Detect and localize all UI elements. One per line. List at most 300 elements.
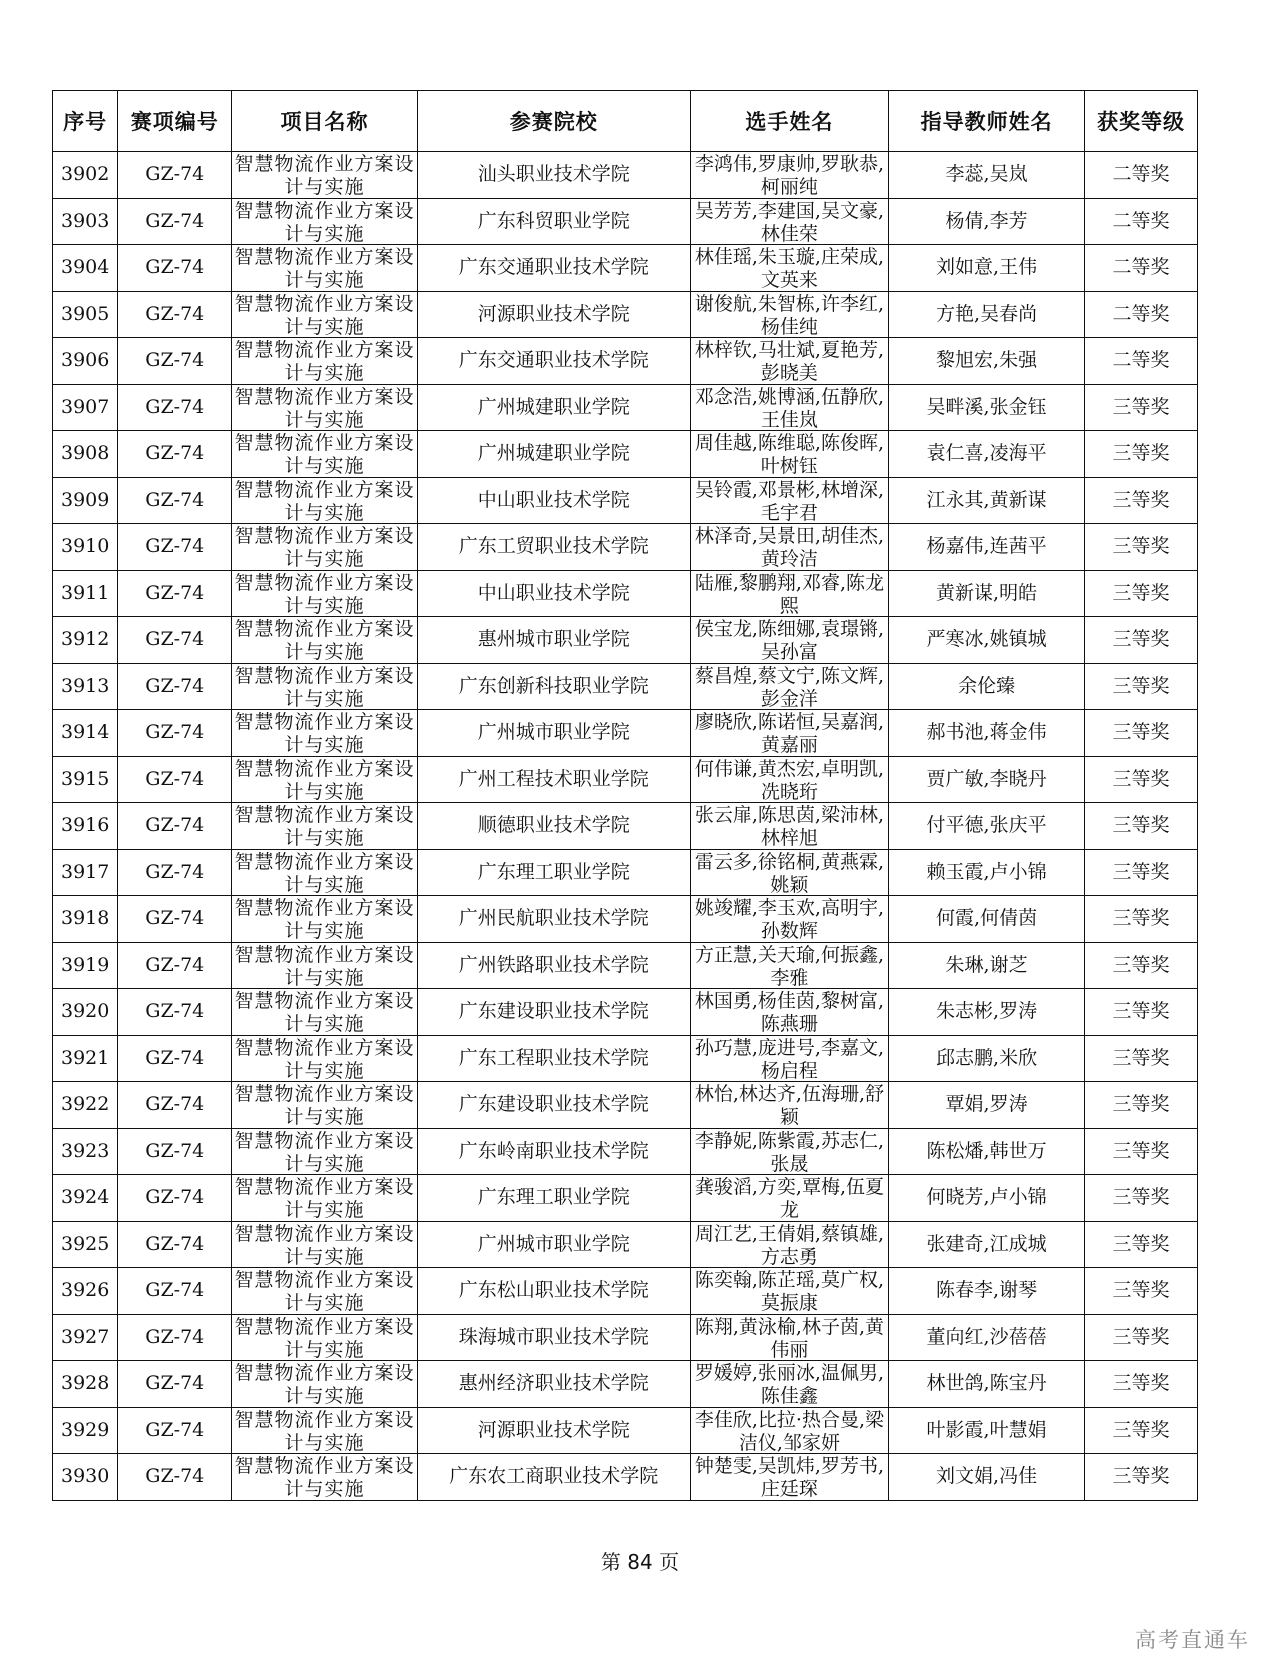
cell-project-text: 智慧物流作业方案设计与实施 [234, 943, 415, 987]
cell-project [232, 431, 418, 478]
cell-code: GZ-74 [118, 1221, 232, 1268]
cell-no: 3918 [53, 896, 118, 943]
cell-award: 三等奖 [1085, 1035, 1198, 1082]
cell-players-text: 方正慧,关天瑜,何振鑫,李雅 [694, 943, 884, 987]
cell-school: 中山职业技术学院 [417, 477, 690, 524]
cell-project-text: 智慧物流作业方案设计与实施 [234, 1408, 415, 1452]
cell-school: 广东建设职业技术学院 [417, 989, 690, 1036]
table-row [53, 1082, 1198, 1129]
cell-award: 三等奖 [1085, 570, 1198, 617]
cell-project [232, 617, 418, 664]
cell-teachers: 严寒冰,姚镇城 [889, 617, 1085, 664]
cell-project [232, 291, 418, 338]
cell-players [690, 1268, 888, 1315]
cell-players [690, 338, 888, 385]
cell-award: 二等奖 [1085, 338, 1198, 385]
cell-teachers: 董向红,沙蓓蓓 [889, 1314, 1085, 1361]
cell-code: GZ-74 [118, 291, 232, 338]
cell-no: 3906 [53, 338, 118, 385]
cell-code: GZ-74 [118, 245, 232, 292]
cell-project [232, 1082, 418, 1129]
cell-teachers: 黎旭宏,朱强 [889, 338, 1085, 385]
cell-project [232, 1175, 418, 1222]
cell-players [690, 1221, 888, 1268]
cell-players [690, 477, 888, 524]
cell-school: 广东科贸职业学院 [417, 198, 690, 245]
cell-players-text: 李佳欣,比拉·热合曼,梁洁仪,邹家妍 [694, 1408, 884, 1452]
cell-project-text: 智慧物流作业方案设计与实施 [234, 1129, 415, 1173]
cell-no: 3923 [53, 1128, 118, 1175]
cell-players-text: 龚骏滔,方奕,覃梅,伍夏龙 [694, 1176, 884, 1220]
cell-project-text: 智慧物流作业方案设计与实施 [234, 339, 415, 383]
cell-school: 广州城市职业学院 [417, 1221, 690, 1268]
cell-teachers: 余伦臻 [889, 663, 1085, 710]
cell-project [232, 338, 418, 385]
cell-award: 三等奖 [1085, 849, 1198, 896]
cell-project-text: 智慧物流作业方案设计与实施 [234, 292, 415, 336]
cell-players [690, 1407, 888, 1454]
cell-project-text: 智慧物流作业方案设计与实施 [234, 432, 415, 476]
cell-players [690, 291, 888, 338]
cell-project [232, 803, 418, 850]
cell-no: 3910 [53, 524, 118, 571]
cell-no: 3920 [53, 989, 118, 1036]
cell-players-text: 雷云多,徐铭桐,黄燕霖,姚颖 [694, 850, 884, 894]
cell-code: GZ-74 [118, 1314, 232, 1361]
cell-teachers: 黄新谋,明皓 [889, 570, 1085, 617]
cell-teachers: 杨倩,李芳 [889, 198, 1085, 245]
cell-players-text: 吴铃霞,邓景彬,林增深,毛宇君 [694, 478, 884, 522]
cell-teachers: 李蕊,吴岚 [889, 152, 1085, 199]
cell-school: 珠海城市职业技术学院 [417, 1314, 690, 1361]
cell-players [690, 198, 888, 245]
cell-code: GZ-74 [118, 338, 232, 385]
cell-code: GZ-74 [118, 989, 232, 1036]
cell-players [690, 431, 888, 478]
cell-no: 3919 [53, 942, 118, 989]
cell-code: GZ-74 [118, 803, 232, 850]
cell-code: GZ-74 [118, 152, 232, 199]
cell-project-text: 智慧物流作业方案设计与实施 [234, 990, 415, 1034]
cell-no: 3907 [53, 384, 118, 431]
header-award: 获奖等级 [1085, 91, 1198, 152]
cell-award: 三等奖 [1085, 431, 1198, 478]
cell-project-text: 智慧物流作业方案设计与实施 [234, 478, 415, 522]
cell-players-text: 陈奕翰,陈芷瑶,莫广权,莫振康 [694, 1269, 884, 1313]
cell-code: GZ-74 [118, 849, 232, 896]
cell-code: GZ-74 [118, 896, 232, 943]
table-row [53, 1221, 1198, 1268]
table-row [53, 338, 1198, 385]
cell-no: 3926 [53, 1268, 118, 1315]
cell-project-text: 智慧物流作业方案设计与实施 [234, 618, 415, 662]
cell-teachers: 郝书池,蒋金伟 [889, 710, 1085, 757]
cell-school: 惠州城市职业学院 [417, 617, 690, 664]
cell-players [690, 617, 888, 664]
cell-no: 3916 [53, 803, 118, 850]
cell-award: 三等奖 [1085, 477, 1198, 524]
cell-school: 广东创新科技职业学院 [417, 663, 690, 710]
cell-teachers: 陈春李,谢琴 [889, 1268, 1085, 1315]
cell-players-text: 周江艺,王倩娟,蔡镇雄,方志勇 [694, 1222, 884, 1266]
cell-project-text: 智慧物流作业方案设计与实施 [234, 1455, 415, 1499]
cell-school: 广州城建职业学院 [417, 384, 690, 431]
table-row [53, 896, 1198, 943]
cell-project [232, 384, 418, 431]
cell-code: GZ-74 [118, 431, 232, 478]
cell-players-text: 李静妮,陈紫霞,苏志仁,张晟 [694, 1129, 884, 1173]
cell-school: 河源职业技术学院 [417, 291, 690, 338]
cell-teachers: 刘如意,王伟 [889, 245, 1085, 292]
cell-school: 中山职业技术学院 [417, 570, 690, 617]
cell-players [690, 710, 888, 757]
cell-award: 三等奖 [1085, 710, 1198, 757]
cell-code: GZ-74 [118, 198, 232, 245]
cell-players-text: 张云扉,陈思茵,梁沛林,林梓旭 [694, 804, 884, 848]
cell-school: 广东农工商职业技术学院 [417, 1454, 690, 1501]
cell-no: 3917 [53, 849, 118, 896]
table-row [53, 1035, 1198, 1082]
cell-project [232, 896, 418, 943]
table-row [53, 849, 1198, 896]
cell-school: 广东工程职业技术学院 [417, 1035, 690, 1082]
table-header-row [53, 91, 1198, 152]
cell-project [232, 1407, 418, 1454]
table-row [53, 1128, 1198, 1175]
cell-project-text: 智慧物流作业方案设计与实施 [234, 664, 415, 708]
cell-players [690, 1361, 888, 1408]
cell-project [232, 1221, 418, 1268]
cell-players [690, 1454, 888, 1501]
cell-no: 3908 [53, 431, 118, 478]
cell-teachers: 何晓芳,卢小锦 [889, 1175, 1085, 1222]
table-row [53, 1268, 1198, 1315]
cell-no: 3922 [53, 1082, 118, 1129]
cell-award: 三等奖 [1085, 1268, 1198, 1315]
table-row [53, 1361, 1198, 1408]
cell-school: 河源职业技术学院 [417, 1407, 690, 1454]
cell-no: 3911 [53, 570, 118, 617]
cell-project [232, 663, 418, 710]
cell-no: 3930 [53, 1454, 118, 1501]
cell-award: 三等奖 [1085, 384, 1198, 431]
cell-award: 三等奖 [1085, 942, 1198, 989]
cell-project [232, 710, 418, 757]
cell-players [690, 849, 888, 896]
cell-code: GZ-74 [118, 942, 232, 989]
watermark-text: 高考直通车 [1135, 1628, 1250, 1652]
cell-project-text: 智慧物流作业方案设计与实施 [234, 1036, 415, 1080]
cell-players-text: 周佳越,陈维聪,陈俊晖,叶树钰 [694, 432, 884, 476]
cell-code: GZ-74 [118, 756, 232, 803]
cell-no: 3924 [53, 1175, 118, 1222]
cell-project-text: 智慧物流作业方案设计与实施 [234, 525, 415, 569]
cell-project-text: 智慧物流作业方案设计与实施 [234, 897, 415, 941]
header-code: 赛项编号 [118, 91, 232, 152]
cell-award: 三等奖 [1085, 1314, 1198, 1361]
table-row [53, 570, 1198, 617]
cell-players [690, 942, 888, 989]
cell-code: GZ-74 [118, 617, 232, 664]
table-row [53, 524, 1198, 571]
cell-no: 3915 [53, 756, 118, 803]
cell-no: 3914 [53, 710, 118, 757]
cell-project-text: 智慧物流作业方案设计与实施 [234, 1222, 415, 1266]
cell-award: 三等奖 [1085, 1082, 1198, 1129]
cell-project [232, 198, 418, 245]
cell-players [690, 152, 888, 199]
cell-school: 汕头职业技术学院 [417, 152, 690, 199]
table-row [53, 152, 1198, 199]
cell-school: 广州城建职业学院 [417, 431, 690, 478]
cell-teachers: 赖玉霞,卢小锦 [889, 849, 1085, 896]
cell-teachers: 刘文娟,冯佳 [889, 1454, 1085, 1501]
cell-award: 三等奖 [1085, 1128, 1198, 1175]
cell-no: 3909 [53, 477, 118, 524]
cell-teachers: 邱志鹏,米欣 [889, 1035, 1085, 1082]
cell-school: 广州民航职业技术学院 [417, 896, 690, 943]
table-row [53, 291, 1198, 338]
cell-award: 三等奖 [1085, 1361, 1198, 1408]
cell-award: 三等奖 [1085, 1175, 1198, 1222]
cell-teachers: 叶影霞,叶慧娟 [889, 1407, 1085, 1454]
cell-players-text: 姚竣耀,李玉欢,高明宇,孙数辉 [694, 897, 884, 941]
cell-no: 3928 [53, 1361, 118, 1408]
table-row [53, 1407, 1198, 1454]
cell-teachers: 袁仁喜,凌海平 [889, 431, 1085, 478]
cell-award: 二等奖 [1085, 245, 1198, 292]
table-row [53, 1454, 1198, 1501]
cell-teachers: 朱琳,谢芝 [889, 942, 1085, 989]
cell-players-text: 蔡昌煌,蔡文宁,陈文辉,彭金洋 [694, 664, 884, 708]
cell-school: 广州铁路职业技术学院 [417, 942, 690, 989]
cell-project-text: 智慧物流作业方案设计与实施 [234, 199, 415, 243]
header-players: 选手姓名 [690, 91, 888, 152]
page-number: 第 84 页 [600, 1550, 680, 1574]
cell-teachers: 方艳,吴春尚 [889, 291, 1085, 338]
cell-school: 广东松山职业技术学院 [417, 1268, 690, 1315]
cell-project [232, 1361, 418, 1408]
cell-no: 3912 [53, 617, 118, 664]
cell-award: 三等奖 [1085, 524, 1198, 571]
cell-teachers: 吴畔溪,张金钰 [889, 384, 1085, 431]
cell-project [232, 989, 418, 1036]
cell-teachers: 覃娟,罗涛 [889, 1082, 1085, 1129]
cell-players-text: 陆雁,黎鹏翔,邓睿,陈龙熙 [694, 571, 884, 615]
cell-code: GZ-74 [118, 1035, 232, 1082]
table-row [53, 1175, 1198, 1222]
cell-code: GZ-74 [118, 710, 232, 757]
cell-teachers: 杨嘉伟,连茜平 [889, 524, 1085, 571]
cell-teachers: 张建奇,江成城 [889, 1221, 1085, 1268]
cell-code: GZ-74 [118, 384, 232, 431]
table-row [53, 1314, 1198, 1361]
cell-project-text: 智慧物流作业方案设计与实施 [234, 1176, 415, 1220]
cell-project-text: 智慧物流作业方案设计与实施 [234, 1083, 415, 1127]
cell-project [232, 1268, 418, 1315]
cell-school: 广州工程技术职业学院 [417, 756, 690, 803]
cell-project-text: 智慧物流作业方案设计与实施 [234, 711, 415, 755]
cell-players [690, 524, 888, 571]
cell-project [232, 849, 418, 896]
cell-no: 3925 [53, 1221, 118, 1268]
header-project: 项目名称 [232, 91, 418, 152]
cell-award: 三等奖 [1085, 617, 1198, 664]
cell-no: 3904 [53, 245, 118, 292]
awards-table [52, 90, 1198, 1501]
cell-players-text: 侯宝龙,陈细娜,袁璟锵,吴孙富 [694, 618, 884, 662]
cell-players [690, 1082, 888, 1129]
cell-project [232, 1128, 418, 1175]
cell-players-text: 林国勇,杨佳茵,黎树富,陈燕珊 [694, 990, 884, 1034]
cell-players-text: 林泽奇,吴景田,胡佳杰,黄玲洁 [694, 525, 884, 569]
cell-project [232, 1035, 418, 1082]
cell-no: 3927 [53, 1314, 118, 1361]
cell-project [232, 570, 418, 617]
table-row [53, 477, 1198, 524]
cell-project [232, 152, 418, 199]
cell-code: GZ-74 [118, 1268, 232, 1315]
cell-award: 二等奖 [1085, 152, 1198, 199]
table-row [53, 617, 1198, 664]
cell-players-text: 罗媛婷,张丽冰,温佩男,陈佳鑫 [694, 1362, 884, 1406]
cell-no: 3903 [53, 198, 118, 245]
cell-players [690, 570, 888, 617]
cell-players [690, 1175, 888, 1222]
table-row [53, 942, 1198, 989]
cell-project-text: 智慧物流作业方案设计与实施 [234, 1269, 415, 1313]
cell-school: 广东工贸职业技术学院 [417, 524, 690, 571]
table-row [53, 198, 1198, 245]
cell-players-text: 何伟谦,黄杰宏,卓明凯,冼晓珩 [694, 757, 884, 801]
cell-project-text: 智慧物流作业方案设计与实施 [234, 1315, 415, 1359]
cell-teachers: 何霞,何倩茵 [889, 896, 1085, 943]
cell-project-text: 智慧物流作业方案设计与实施 [234, 246, 415, 290]
cell-code: GZ-74 [118, 524, 232, 571]
cell-teachers: 陈松燔,韩世万 [889, 1128, 1085, 1175]
cell-players-text: 陈翔,黄泳榆,林子茵,黄伟丽 [694, 1315, 884, 1359]
cell-school: 广东理工职业学院 [417, 1175, 690, 1222]
cell-award: 二等奖 [1085, 198, 1198, 245]
cell-award: 三等奖 [1085, 756, 1198, 803]
cell-project [232, 756, 418, 803]
cell-project [232, 245, 418, 292]
cell-award: 三等奖 [1085, 896, 1198, 943]
header-school: 参赛院校 [417, 91, 690, 152]
cell-code: GZ-74 [118, 663, 232, 710]
cell-school: 惠州经济职业技术学院 [417, 1361, 690, 1408]
cell-players-text: 林怡,林达齐,伍海珊,舒颖 [694, 1083, 884, 1127]
table-row [53, 710, 1198, 757]
cell-code: GZ-74 [118, 1454, 232, 1501]
cell-award: 三等奖 [1085, 1454, 1198, 1501]
cell-no: 3921 [53, 1035, 118, 1082]
table-row [53, 756, 1198, 803]
cell-players-text: 钟楚雯,吴凯炜,罗芳书,庄廷琛 [694, 1455, 884, 1499]
cell-code: GZ-74 [118, 570, 232, 617]
cell-players [690, 1128, 888, 1175]
cell-project [232, 524, 418, 571]
header-teachers: 指导教师姓名 [889, 91, 1085, 152]
table-row [53, 245, 1198, 292]
cell-players [690, 756, 888, 803]
cell-school: 广州城市职业学院 [417, 710, 690, 757]
table-row [53, 663, 1198, 710]
cell-award: 三等奖 [1085, 989, 1198, 1036]
header-no: 序号 [53, 91, 118, 152]
cell-players [690, 803, 888, 850]
cell-teachers: 朱志彬,罗涛 [889, 989, 1085, 1036]
cell-award: 三等奖 [1085, 1407, 1198, 1454]
cell-project [232, 942, 418, 989]
table-row [53, 384, 1198, 431]
cell-players-text: 廖晓欣,陈诺恒,吴嘉润,黄嘉丽 [694, 711, 884, 755]
table-row [53, 989, 1198, 1036]
cell-school: 广东理工职业学院 [417, 849, 690, 896]
cell-players [690, 663, 888, 710]
cell-award: 二等奖 [1085, 291, 1198, 338]
cell-code: GZ-74 [118, 477, 232, 524]
cell-code: GZ-74 [118, 1175, 232, 1222]
cell-players [690, 1314, 888, 1361]
cell-code: GZ-74 [118, 1082, 232, 1129]
cell-project-text: 智慧物流作业方案设计与实施 [234, 1362, 415, 1406]
cell-project [232, 1454, 418, 1501]
cell-players-text: 孙巧慧,庞进号,李嘉文,杨启程 [694, 1036, 884, 1080]
cell-award: 三等奖 [1085, 663, 1198, 710]
cell-award: 三等奖 [1085, 803, 1198, 850]
cell-players-text: 邓念浩,姚博涵,伍静欣,王佳岚 [694, 385, 884, 429]
cell-teachers: 贾广敏,李晓丹 [889, 756, 1085, 803]
cell-no: 3902 [53, 152, 118, 199]
cell-players-text: 李鸿伟,罗康帅,罗耿恭,柯丽纯 [694, 153, 884, 197]
cell-project-text: 智慧物流作业方案设计与实施 [234, 153, 415, 197]
cell-school: 广东建设职业技术学院 [417, 1082, 690, 1129]
cell-code: GZ-74 [118, 1128, 232, 1175]
cell-teachers: 江永其,黄新谋 [889, 477, 1085, 524]
cell-code: GZ-74 [118, 1407, 232, 1454]
cell-no: 3929 [53, 1407, 118, 1454]
cell-players [690, 384, 888, 431]
cell-code: GZ-74 [118, 1361, 232, 1408]
cell-project-text: 智慧物流作业方案设计与实施 [234, 804, 415, 848]
cell-school: 顺德职业技术学院 [417, 803, 690, 850]
cell-players [690, 989, 888, 1036]
cell-project-text: 智慧物流作业方案设计与实施 [234, 571, 415, 615]
cell-school: 广东交通职业技术学院 [417, 245, 690, 292]
cell-award: 三等奖 [1085, 1221, 1198, 1268]
cell-players [690, 896, 888, 943]
cell-project-text: 智慧物流作业方案设计与实施 [234, 385, 415, 429]
cell-project-text: 智慧物流作业方案设计与实施 [234, 757, 415, 801]
table-row [53, 803, 1198, 850]
cell-school: 广东岭南职业技术学院 [417, 1128, 690, 1175]
cell-teachers: 林世鸽,陈宝丹 [889, 1361, 1085, 1408]
table-row [53, 431, 1198, 478]
cell-players [690, 245, 888, 292]
cell-players-text: 吴芳芳,李建国,吴文豪,林佳荣 [694, 199, 884, 243]
cell-teachers: 付平德,张庆平 [889, 803, 1085, 850]
cell-no: 3913 [53, 663, 118, 710]
cell-project [232, 1314, 418, 1361]
cell-no: 3905 [53, 291, 118, 338]
cell-players-text: 谢俊航,朱智栋,许李红,杨佳纯 [694, 292, 884, 336]
cell-players-text: 林梓钦,马壮斌,夏艳芳,彭晓美 [694, 339, 884, 383]
cell-school: 广东交通职业技术学院 [417, 338, 690, 385]
cell-project-text: 智慧物流作业方案设计与实施 [234, 850, 415, 894]
cell-players [690, 1035, 888, 1082]
cell-project [232, 477, 418, 524]
